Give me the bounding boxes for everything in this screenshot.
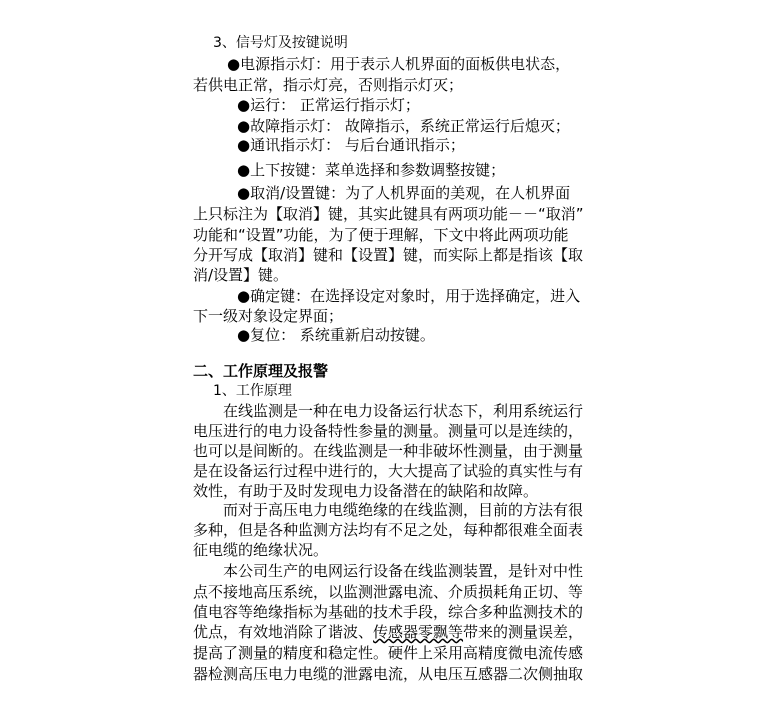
reset-text: 复位： 系统重新启动按键。 (250, 326, 435, 344)
updown-text: 上下按键：菜单选择和参数调整按键； (250, 161, 506, 179)
comm-text: 通讯指示灯： 与后台通讯指示； (250, 136, 465, 154)
bullet-power-indicator (227, 54, 637, 75)
cancel-text-l2: 上只标注为【取消】键，其实此键具有两项功能－－“取消” (193, 205, 584, 223)
paragraph-1-l3: 也可以是间断的。在线监测是一种非破坏性测量，由于测量 (193, 442, 584, 460)
bullet-dot-icon: ● (227, 55, 241, 73)
bullet-run (237, 95, 647, 116)
spellcheck-flagged-text: 传感器零飘等 (373, 623, 464, 641)
paragraph-3-l4-start: 优点，有效地消除了谐波、 (193, 623, 374, 641)
section-2-subheading: 1、工作原理 (213, 383, 292, 399)
fault-text: 故障指示灯： 故障指示，系统正常运行后熄灭； (250, 117, 570, 135)
bullet-dot-icon: ● (237, 326, 251, 344)
section-2-heading: 二、工作原理及报警 (193, 362, 329, 380)
paragraph-3-l3: 值电容等绝缘指标为基础的技术手段，综合多种监测技术的 (193, 603, 584, 621)
paragraph-2-l3: 征电缆的绝缘状况。 (193, 541, 329, 559)
bullet-cancel (237, 183, 647, 204)
paragraph-2-l2: 多种，但是各种监测方法均有不足之处，每种都很难全面表 (193, 521, 584, 539)
bullet-comm (237, 135, 647, 156)
bullet-updown (237, 160, 647, 181)
paragraph-3-l6: 器检测高压电力电缆的泄露电流，从电压互感器二次侧抽取 (193, 665, 584, 683)
bullet-dot-icon: ● (237, 136, 251, 154)
bullet-dot-icon: ● (237, 117, 251, 135)
confirm-text-l2: 下一级对象设定界面； (193, 307, 344, 325)
paragraph-3-l4 (193, 622, 603, 643)
paragraph-3-l2: 点不接地高压系统，以监测泄露电流、介质损耗角正切、等 (193, 583, 584, 601)
bullet-dot-icon: ● (237, 161, 251, 179)
paragraph-1-l5: 效性，有助于及时发现电力设备潜在的缺陷和故障。 (193, 482, 539, 500)
bullet-dot-icon: ● (237, 96, 251, 114)
paragraph-3-l1: 本公司生产的电网运行设备在线监测装置，是针对中性 (223, 562, 584, 580)
bullet-fault (237, 116, 647, 137)
cancel-text: 取消/设置键：为了人机界面的美观，在人机界面 (250, 184, 571, 202)
section-3-heading: 3、信号灯及按键说明 (213, 35, 348, 51)
power-indicator-text-cont: 若供电正常，指示灯亮，否则指示灯灭； (193, 76, 464, 94)
paragraph-2-l1: 而对于高压电力电缆绝缘的在线监测，目前的方法有很 (223, 501, 584, 519)
run-text: 运行： 正常运行指示灯； (250, 96, 420, 114)
paragraph-1-l2: 电压进行的电力设备特性参量的测量。测量可以是连续的， (193, 422, 584, 440)
paragraph-3-l5: 提高了测量的精度和稳定性。硬件上采用高精度微电流传感 (193, 644, 584, 662)
paragraph-1-l4: 是在设备运行过程中进行的，大大提高了试验的真实性与有 (193, 462, 584, 480)
paragraph-3-l4-end: 带来的测量误差， (463, 623, 584, 641)
bullet-confirm (237, 286, 647, 307)
bullet-dot-icon: ● (237, 287, 251, 305)
bullet-dot-icon: ● (237, 184, 251, 202)
cancel-text-l3: 功能和“设置”功能，为了便于理解，下文中将此两项功能 (193, 226, 569, 244)
confirm-text: 确定键：在选择设定对象时，用于选择确定，进入 (250, 287, 581, 305)
paragraph-1-l1: 在线监测是一种在电力设备运行状态下，利用系统运行 (223, 402, 584, 420)
cancel-text-l4: 分开写成【取消】键和【设置】键，而实际上都是指该【取 (193, 246, 584, 264)
cancel-text-l5: 消/设置】键。 (193, 266, 289, 284)
bullet-reset (237, 325, 647, 346)
power-indicator-text: 电源指示灯：用于表示人机界面的面板供电状态， (240, 55, 571, 73)
